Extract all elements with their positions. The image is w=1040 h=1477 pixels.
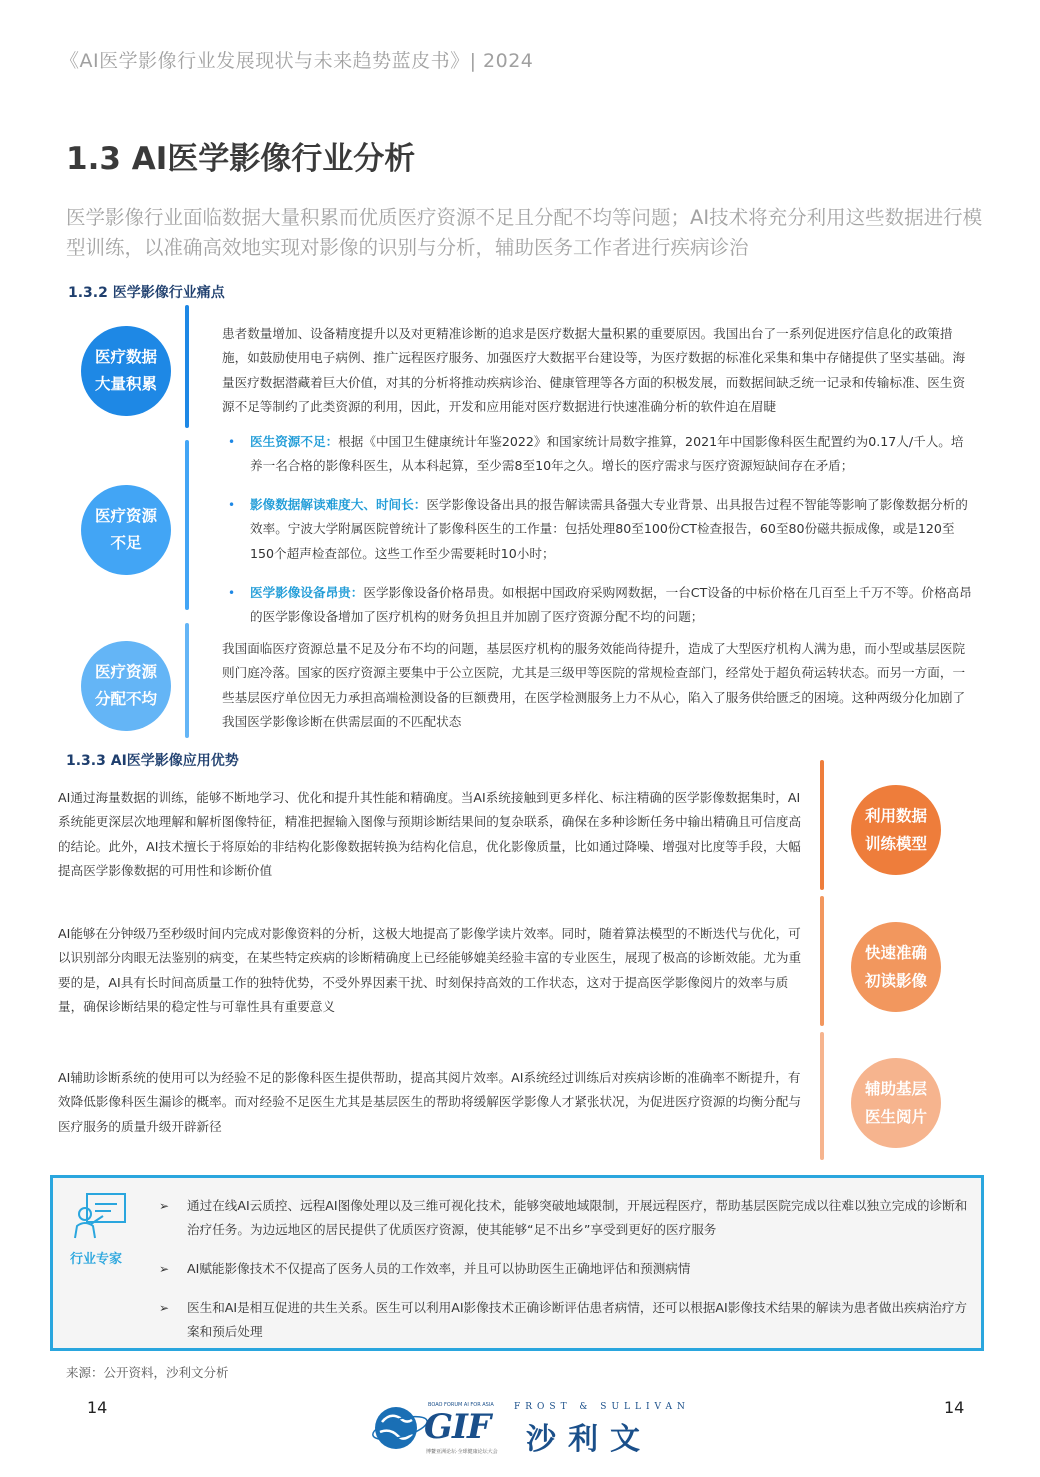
expert-point [159, 1296, 973, 1344]
section-intro: 医学影像行业面临数据大量积累而优质医疗资源不足且分配不均等问题；AI技术将充分利用这些数据进行模型训练，以准确高效地实现对影像的识别与分析，辅助医务工作者进行疾病诊治 [66, 206, 983, 259]
divider-bar [820, 896, 824, 1026]
badge-line2: 医生阅片 [864, 1108, 927, 1126]
frost-sullivan-logo [512, 1402, 690, 1458]
bullet-dot-icon: • [228, 498, 236, 512]
arrow-bullet-icon: ➢ [159, 1262, 170, 1276]
logo-fs-english: FROST & SULLIVAN [514, 1402, 690, 1412]
divider-bar [185, 623, 189, 738]
expert-point [159, 1194, 973, 1242]
section-title: 1.3 AI医学影像行业分析 [66, 141, 416, 177]
bullet-text: 医学影像设备出具的报告解读需具备强大专业背景、出具报告过程不智能等影响了影像数据分析的效率。宁波大学附属医院曾统计了影像科医生的工作量：包括处理80至100份CT检查报告，60至80份磁共振成像，或是120至150个超声检查部位。这些工作至少需要耗时10小时； [250, 497, 968, 561]
badge-line1: 医疗资源 [94, 507, 157, 525]
bullet-highlight: 医生资源不足： [250, 434, 339, 449]
bullet-highlight: 医学影像设备昂贵： [250, 585, 364, 600]
pain-point-badge-data-accumulation [81, 326, 171, 416]
badge-line2: 训练模型 [864, 835, 927, 853]
expert-label: 行业专家 [70, 1252, 123, 1267]
page-number-right: 14 [944, 1398, 965, 1417]
page-number-left: 14 [87, 1398, 108, 1417]
advantage-badge-training [851, 785, 941, 875]
advantage-badge-fast-reading [851, 922, 941, 1012]
source-note: 来源：公开资料，沙利文分析 [66, 1365, 229, 1380]
divider-bar [185, 440, 189, 610]
bullet-dot-icon: • [228, 586, 236, 600]
presenter-icon [73, 1192, 129, 1244]
badge-line2: 分配不均 [94, 690, 157, 708]
divider-bar [820, 760, 824, 890]
expert-point-text: 通过在线AI云质控、远程AI图像处理以及三维可视化技术，能够突破地域限制，开展远程医疗，帮助基层医院完成以往难以独立完成的诊断和治疗任务。为边远地区的居民提供了优质医疗资源，使其能够“足不出乡”享受到更好的医疗服务 [187, 1198, 968, 1237]
advantage-badge-assist-doctors [851, 1058, 941, 1148]
logo-top-text: BOAO FORUM AI FOR ASIA [428, 1402, 494, 1408]
logo-bottom-text: 博鳌亚洲论坛·全球健康论坛大会 [426, 1449, 498, 1455]
expert-point [159, 1257, 973, 1281]
divider-bar [820, 1032, 824, 1160]
badge-line1: 医疗资源 [94, 663, 157, 681]
advantage-text-fast-reading: AI能够在分钟级乃至秒级时间内完成对影像资料的分析，这极大地提高了影像学读片效率。同时，随着算法模型的不断迭代与优化，可以识别部分肉眼无法鉴别的病变，在某些特定疾病的诊断精确度上已经能够媲美经验丰富的专业医生，展现了极高的诊断效能。尤为重要的是，AI具有长时间高质量工作的独特优势，不受外界因素干扰、时刻保持高效的工作状态，这对于提高医学影像阅片的效率与质量，确保诊断结果的稳定性与可靠性具有重要意义 [58, 926, 802, 1015]
badge-line1: 利用数据 [864, 807, 927, 825]
expert-opinion-box [50, 1175, 984, 1351]
bullet-item [228, 430, 974, 479]
pain-point-text-resource-imbalance: 我国面临医疗资源总量不足及分布不均的问题，基层医疗机构的服务效能尚待提升，造成了大型医疗机构人满为患，而小型或基层医院则门庭冷落。国家的医疗资源主要集中于公立医院，尤其是三级甲等医院的常规检查部门，经常处于超负荷运转状态。而另一方面，一些基层医疗单位因无力承担高端检测设备的巨额费用，在医学检测服务上力不从心，陷入了服务供给匮乏的困境。这种两级分化加剧了我国医学影像诊断在供需层面的不匹配状态 [222, 641, 966, 730]
report-header-title: 《AI医学影像行业发展现状与未来趋势蓝皮书》| 2024 [60, 50, 534, 72]
bullet-text: 根据《中国卫生健康统计年鉴2022》和国家统计局数字推算，2021年中国影像科医生配置约为0.17人/千人。培养一名合格的影像科医生，从本科起算，至少需8至10年之久。增长的医疗需求与医疗资源短缺间存在矛盾； [250, 434, 964, 474]
expert-point-text: AI赋能影像技术不仅提高了医务人员的工作效率，并且可以协助医生正确地评估和预测病情 [187, 1261, 691, 1276]
bullet-dot-icon: • [228, 435, 236, 449]
advantage-text-assist-doctors: AI辅助诊断系统的使用可以为经验不足的影像科医生提供帮助，提高其阅片效率。AI系统经过训练后对疾病诊断的准确率不断提升，有效降低影像科医生漏诊的概率。而对经验不足医生尤其是基层医生的帮助将缓解医学影像人才紧张状况，为促进医疗资源的均衡分配与医疗服务的质量升级开辟新径 [58, 1070, 802, 1134]
divider-bar [185, 305, 189, 428]
bullet-item [228, 581, 974, 630]
arrow-bullet-icon: ➢ [159, 1301, 170, 1315]
logo-fs-chinese: 沙利文 [526, 1422, 652, 1457]
arrow-bullet-icon: ➢ [159, 1199, 170, 1213]
boao-forum-logo [372, 1398, 502, 1458]
pain-point-text-data-accumulation: 患者数量增加、设备精度提升以及对更精准诊断的追求是医疗数据大量积累的重要原因。我国出台了一系列促进医疗信息化的政策措施，如鼓励使用电子病例、推广远程医疗服务、加强医疗大数据平台建设等，为医疗数据的标准化采集和集中存储提供了坚实基础。海量医疗数据潜藏着巨大价值，对其的分析将推动疾病诊治、健康管理等各方面的积极发展，而数据间缺乏统一记录和传输标准、医生资源不足等制约了此类资源的利用，因此，开发和应用能对医疗数据进行快速准确分析的软件迫在眉睫 [222, 326, 966, 415]
badge-line1: 医疗数据 [94, 348, 157, 366]
advantages-heading: 1.3.3 AI医学影像应用优势 [66, 753, 239, 769]
badge-line1: 辅助基层 [864, 1080, 927, 1098]
pain-points-heading: 1.3.2 医学影像行业痛点 [68, 285, 225, 301]
badge-line2: 不足 [110, 534, 142, 552]
badge-line1: 快速准确 [864, 944, 927, 962]
bullet-item [228, 493, 974, 566]
logo-gif-text: GIF [424, 1407, 491, 1447]
bullet-text: 医学影像设备价格昂贵。如根据中国政府采购网数据，一台CT设备的中标价格在几百至上千万不等。价格高昂的医学影像设备增加了医疗机构的财务负担且并加剧了医疗资源分配不均的问题； [250, 585, 972, 625]
pain-point-badge-resource-shortage [81, 485, 171, 575]
pain-point-badge-resource-imbalance [81, 641, 171, 731]
advantage-text-training: AI通过海量数据的训练，能够不断地学习、优化和提升其性能和精确度。当AI系统接触到更多样化、标注精确的医学影像数据集时，AI系统能更深层次地理解和解析图像特征，精准把握输入图像与预期诊断结果间的复杂联系，确保在多种诊断任务中输出精确且可信度高的结论。此外，AI技术擅长于将原始的非结构化影像数据转换为结构化信息，优化影像质量，比如通过降噪、增强对比度等手段，大幅提高医学影像数据的可用性和诊断价值 [58, 790, 802, 879]
expert-point-text: 医生和AI是相互促进的共生关系。医生可以利用AI影像技术正确诊断评估患者病情，还可以根据AI影像技术结果的解读为患者做出疾病治疗方案和预后处理 [187, 1300, 968, 1339]
badge-line2: 初读影像 [864, 972, 927, 990]
bullet-highlight: 影像数据解读难度大、时间长： [250, 497, 427, 512]
badge-line2: 大量积累 [94, 375, 157, 393]
